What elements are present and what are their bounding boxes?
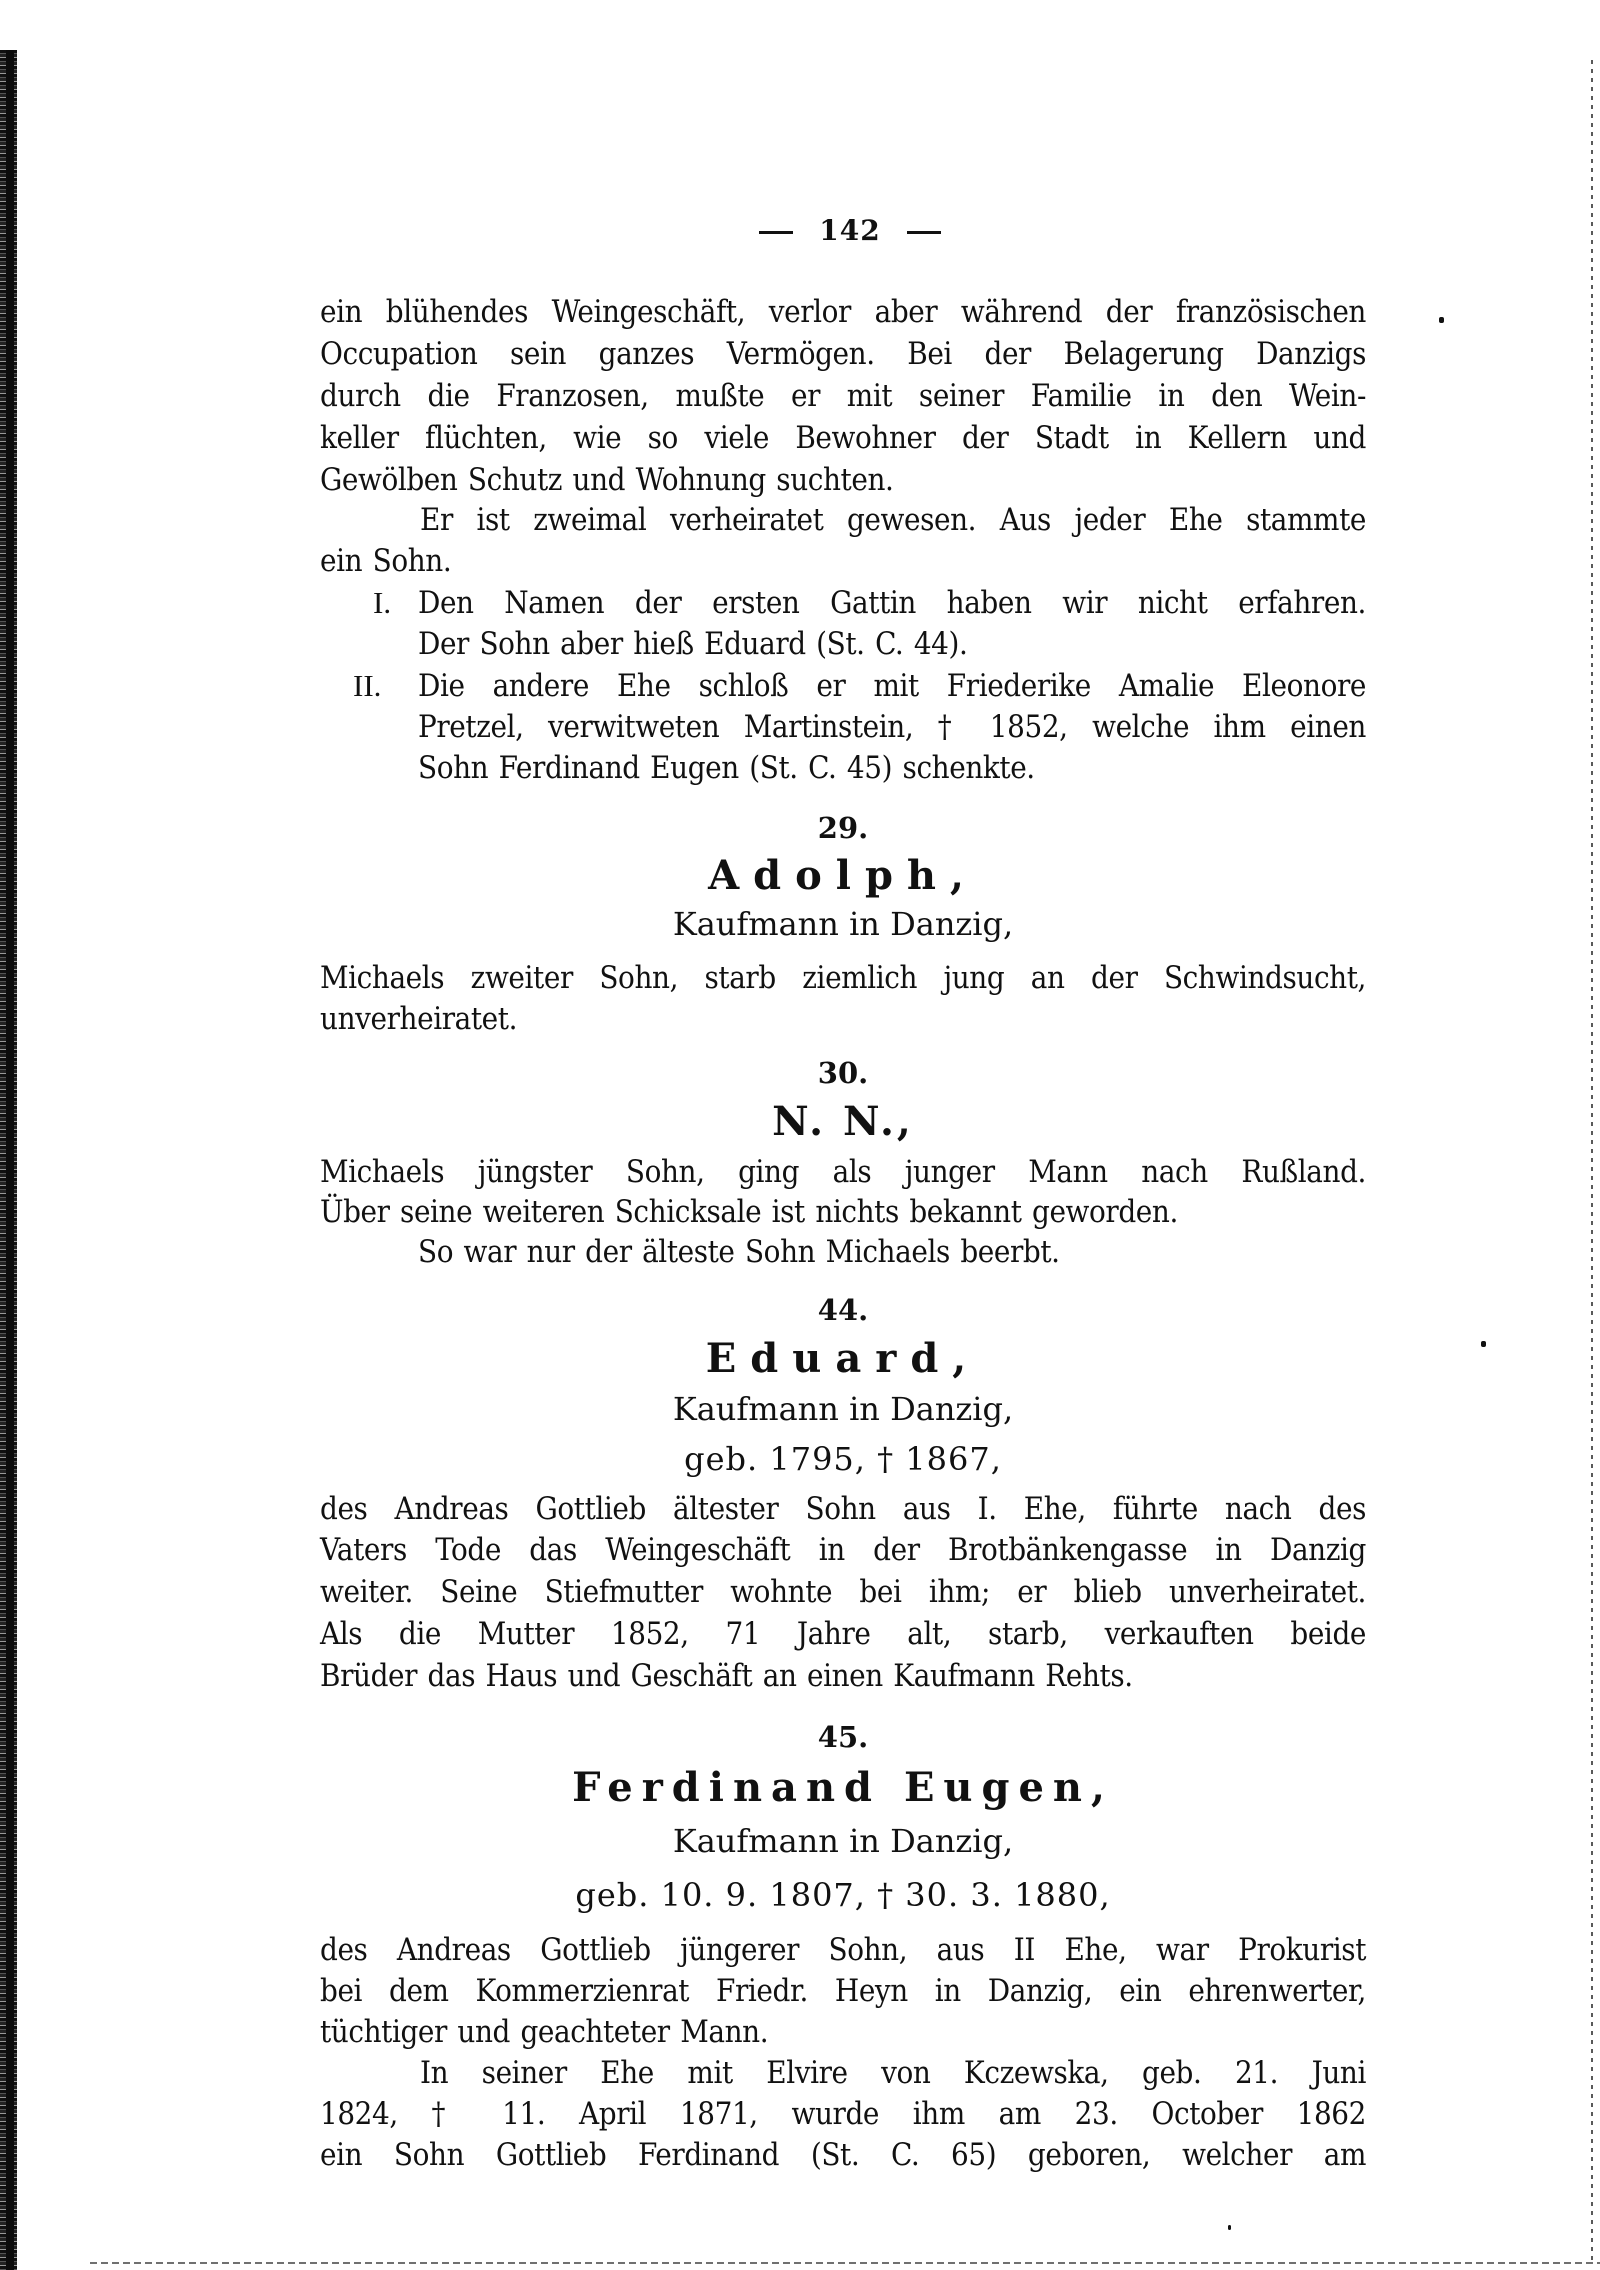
scan-edge-bottom — [90, 2262, 1600, 2264]
body-line: ein Sohn Gottlieb Ferdinand (St. C. 65) geboren, welcher am — [320, 2137, 1366, 2173]
body-line: So war nur der älteste Sohn Michaels beerbt. — [418, 1234, 1060, 1270]
body-line: des Andreas Gottlieb ältester Sohn aus I. Ehe, führte nach des — [320, 1491, 1366, 1527]
body-line: ein Sohn. — [320, 543, 452, 579]
body-line: weiter. Seine Stiefmutter wohnte bei ihm; er blieb unverheiratet. — [320, 1574, 1366, 1610]
entry-number: 45. — [817, 1720, 869, 1754]
list-line: Die andere Ehe schloß er mit Friederike Amalie Eleonore — [418, 668, 1366, 704]
dash-right — [907, 231, 941, 234]
entry-name: Adolph, — [708, 852, 978, 899]
entry-name: Ferdinand Eugen, — [572, 1764, 1114, 1811]
entry-dates: geb. 1795, † 1867, — [684, 1440, 1002, 1478]
body-line: Gewölben Schutz und Wohnung suchten. — [320, 462, 894, 498]
entry-number: 29. — [817, 811, 869, 845]
speck-mark — [1481, 1341, 1486, 1347]
page-number — [0, 214, 1600, 247]
entry-dates: geb. 10. 9. 1807, † 30. 3. 1880, — [575, 1876, 1111, 1914]
body-line: Michaels jüngster Sohn, ging als junger Mann nach Rußland. — [320, 1154, 1366, 1190]
body-line: keller flüchten, wie so viele Bewohner der Stadt in Kellern und — [320, 420, 1366, 456]
list-line: Der Sohn aber hieß Eduard (St. C. 44). — [418, 626, 968, 662]
dash-left — [759, 231, 793, 234]
scan-edge-left — [0, 50, 17, 2270]
list-marker-i: I. — [373, 585, 392, 620]
body-line: unverheiratet. — [320, 1001, 518, 1037]
entry-role: Kaufmann in Danzig, — [672, 905, 1014, 943]
body-line: Vaters Tode das Weingeschäft in der Brotbänkengasse in Danzig — [320, 1532, 1366, 1568]
body-line: durch die Franzosen, mußte er mit seiner Familie in den Wein- — [320, 378, 1366, 414]
page-number-value: 142 — [819, 214, 881, 247]
body-line: Über seine weiteren Schicksale ist nichts bekannt geworden. — [320, 1194, 1178, 1230]
body-line: 1824, † 11. April 1871, wurde ihm am 23. October 1862 — [320, 2096, 1366, 2132]
entry-name: N. N., — [772, 1098, 914, 1145]
speck-mark — [1439, 317, 1444, 323]
body-line: tüchtiger und geachteter Mann. — [320, 2014, 769, 2050]
entry-role: Kaufmann in Danzig, — [672, 1390, 1014, 1428]
body-line: Occupation sein ganzes Vermögen. Bei der Belagerung Danzigs — [320, 336, 1366, 372]
entry-number: 44. — [817, 1293, 869, 1327]
list-line: Den Namen der ersten Gattin haben wir nicht erfahren. — [418, 585, 1366, 621]
body-line: Brüder das Haus und Geschäft an einen Kaufmann Rehts. — [320, 1658, 1133, 1694]
entry-role: Kaufmann in Danzig, — [672, 1822, 1014, 1860]
entry-name: Eduard, — [705, 1335, 981, 1382]
body-line: Michaels zweiter Sohn, starb ziemlich jung an der Schwindsucht, — [320, 960, 1366, 996]
scan-edge-right — [1591, 60, 1593, 2260]
list-line: Sohn Ferdinand Eugen (St. C. 45) schenkte. — [418, 750, 1035, 786]
body-line: Er ist zweimal verheiratet gewesen. Aus jeder Ehe stammte — [420, 502, 1366, 538]
list-marker-ii: II. — [353, 668, 382, 703]
body-line: bei dem Kommerzienrat Friedr. Heyn in Danzig, ein ehrenwerter, — [320, 1973, 1366, 2009]
entry-number: 30. — [817, 1056, 869, 1090]
list-line: Pretzel, verwitweten Martinstein, † 1852, welche ihm einen — [418, 709, 1366, 745]
body-line: ein blühendes Weingeschäft, verlor aber während der französischen — [320, 294, 1366, 330]
body-line: des Andreas Gottlieb jüngerer Sohn, aus II Ehe, war Prokurist — [320, 1932, 1366, 1968]
speck-mark — [1228, 2225, 1231, 2230]
body-line: In seiner Ehe mit Elvire von Kczewska, geb. 21. Juni — [420, 2055, 1366, 2091]
body-line: Als die Mutter 1852, 71 Jahre alt, starb, verkauften beide — [320, 1616, 1366, 1652]
